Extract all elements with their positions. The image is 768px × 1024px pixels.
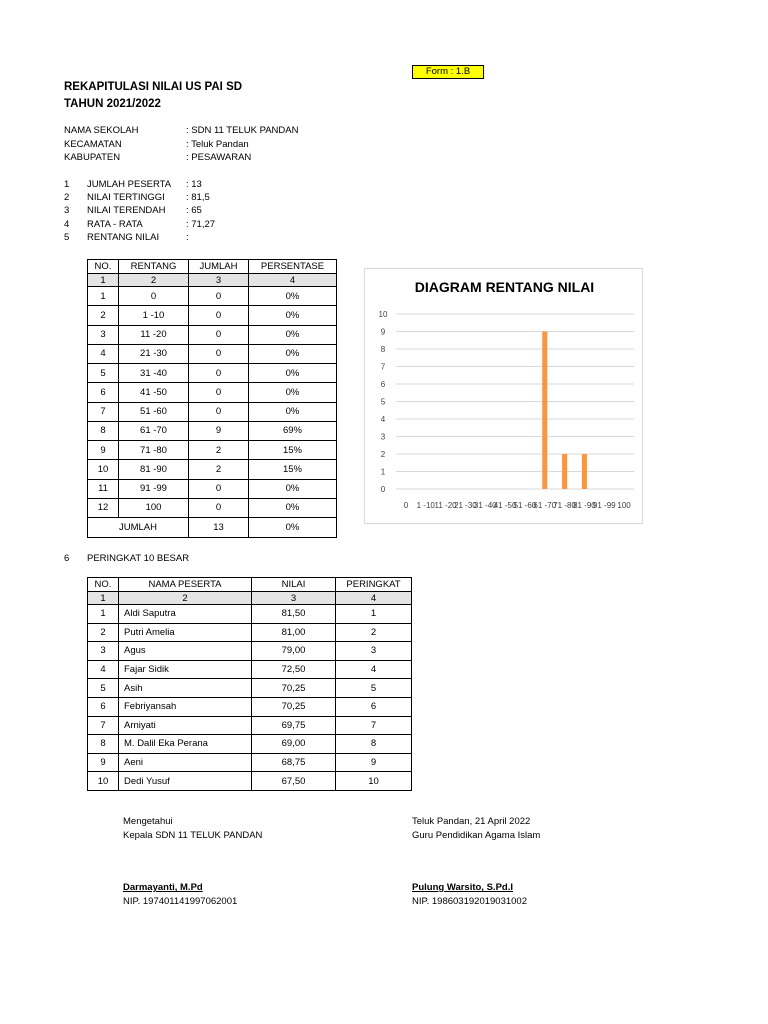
range-percent: 0%: [249, 383, 337, 402]
section-title: PERINGKAT 10 BESAR: [87, 553, 190, 564]
participant-rank: 6: [336, 697, 412, 716]
ranking-no: 10: [88, 772, 119, 791]
header-score: NILAI: [252, 578, 336, 592]
y-tick-label: 5: [380, 397, 386, 407]
left-sign-name: Darmayanti, M.Pd: [123, 882, 203, 893]
range-percent: 15%: [249, 460, 337, 479]
participant-score: 67,50: [252, 772, 336, 791]
ranking-row: [88, 753, 412, 772]
ranking-no: 8: [88, 735, 119, 754]
participant-score: 70,25: [252, 679, 336, 698]
table-header-row: [88, 578, 412, 592]
y-tick-label: 4: [380, 415, 386, 424]
range-no: 3: [88, 325, 119, 344]
header-count: JUMLAH: [189, 260, 249, 274]
range-value: 0: [119, 287, 189, 306]
range-percent: 0%: [249, 306, 337, 325]
x-tick-label: 21 -30: [454, 501, 477, 510]
range-no: 4: [88, 344, 119, 363]
y-tick-label: 0: [380, 485, 386, 494]
range-count: 0: [189, 287, 249, 306]
range-percent: 15%: [249, 441, 337, 460]
range-count: 0: [189, 479, 249, 498]
index-cell: 3: [189, 274, 249, 287]
range-row: [88, 287, 337, 306]
range-row: [88, 383, 337, 402]
range-percent: 0%: [249, 287, 337, 306]
range-row: [88, 498, 337, 517]
ranking-row: [88, 642, 412, 661]
range-count: 2: [189, 460, 249, 479]
header-no: NO.: [88, 578, 119, 592]
range-row: [88, 364, 337, 383]
participant-name: Arniyati: [119, 716, 252, 735]
summary-no: 2: [64, 192, 70, 203]
y-tick-label: 3: [380, 432, 386, 442]
summary-value: : 65: [186, 205, 202, 216]
ranking-no: 3: [88, 642, 119, 661]
range-percent: 0%: [249, 364, 337, 383]
range-value: 21 -30: [119, 344, 189, 363]
ranking-no: 7: [88, 716, 119, 735]
header-name: NAMA PESERTA: [119, 578, 252, 592]
y-tick-label: 9: [380, 327, 386, 337]
x-tick-label: 31 -40: [473, 501, 497, 510]
chart-title: DIAGRAM RENTANG NILAI: [414, 279, 595, 295]
report-year: TAHUN 2021/2022: [64, 98, 161, 110]
range-value: 41 -50: [119, 383, 189, 402]
ranking-no: 6: [88, 697, 119, 716]
range-value: 100: [119, 498, 189, 517]
participant-score: 79,00: [252, 642, 336, 661]
range-value: 91 -99: [119, 479, 189, 498]
participant-rank: 4: [336, 660, 412, 679]
range-row: [88, 479, 337, 498]
right-sign-name: Pulung Warsito, S.Pd.I: [412, 882, 513, 893]
table-header-row: [88, 260, 337, 274]
range-no: 12: [88, 498, 119, 517]
range-row: [88, 344, 337, 363]
ranking-row: [88, 605, 412, 624]
range-count: 0: [189, 325, 249, 344]
ranking-no: 2: [88, 623, 119, 642]
participant-rank: 5: [336, 679, 412, 698]
range-row: [88, 441, 337, 460]
range-value: 61 -70: [119, 421, 189, 440]
range-percent: 0%: [249, 325, 337, 344]
participant-name: Aeni: [119, 753, 252, 772]
range-value: 81 -90: [119, 460, 189, 479]
x-tick-label: 0: [403, 501, 409, 510]
range-value: 11 -20: [119, 325, 189, 344]
participant-name: Febriyansah: [119, 697, 252, 716]
participant-name: Fajar Sidik: [119, 660, 252, 679]
ranking-table: [87, 577, 412, 791]
participant-name: Aldi Saputra: [119, 605, 252, 624]
index-cell: 1: [88, 274, 119, 287]
school-name-label: NAMA SEKOLAH: [64, 125, 139, 136]
participant-rank: 3: [336, 642, 412, 661]
summary-no: 3: [64, 205, 70, 216]
left-sign-line1: Mengetahui: [123, 816, 173, 827]
y-tick-label: 6: [380, 380, 386, 389]
range-count: 0: [189, 383, 249, 402]
bar-61-70: [542, 332, 547, 490]
range-value: 1 -10: [119, 306, 189, 325]
range-chart-svg: [365, 269, 644, 525]
ranking-no: 1: [88, 605, 119, 624]
range-no: 2: [88, 306, 119, 325]
summary-value: : 71,27: [186, 219, 216, 230]
ranking-row: [88, 716, 412, 735]
regency-label: KABUPATEN: [64, 152, 121, 163]
ranking-row: [88, 623, 412, 642]
range-row: [88, 421, 337, 440]
summary-value: : 81,5: [186, 192, 210, 203]
participant-rank: 2: [336, 623, 412, 642]
summary-label: NILAI TERENDAH: [87, 205, 166, 216]
range-no: 8: [88, 421, 119, 440]
ranking-row: [88, 772, 412, 791]
header-rank: PERINGKAT: [336, 578, 412, 592]
district-label: KECAMATAN: [64, 139, 122, 150]
range-percent: 0%: [249, 402, 337, 421]
x-tick-label: 41 -50: [493, 501, 517, 510]
range-count: 0: [189, 344, 249, 363]
range-value: 71 -80: [119, 441, 189, 460]
range-percent: 0%: [249, 479, 337, 498]
range-row: [88, 460, 337, 479]
range-count: 9: [189, 421, 249, 440]
range-value: 31 -40: [119, 364, 189, 383]
range-row: [88, 306, 337, 325]
right-sign-position: Guru Pendidikan Agama Islam: [412, 830, 541, 841]
school-name-value: : SDN 11 TELUK PANDAN: [186, 125, 299, 136]
index-cell: 4: [249, 274, 337, 287]
x-tick-label: 81 -90: [573, 501, 596, 510]
y-tick-label: 7: [380, 362, 386, 372]
ranking-no: 5: [88, 679, 119, 698]
range-no: 7: [88, 402, 119, 421]
summary-no: 1: [64, 179, 70, 190]
x-tick-label: 61 -70: [533, 501, 557, 510]
y-tick-label: 8: [380, 345, 386, 354]
range-chart: [364, 268, 643, 524]
summary-label: JUMLAH PESERTA: [87, 179, 172, 190]
range-count: 0: [189, 498, 249, 517]
participant-score: 81,00: [252, 623, 336, 642]
table-index-row: [88, 592, 412, 605]
index-cell: 1: [88, 592, 119, 605]
range-percent: 69%: [249, 421, 337, 440]
total-percent: 0%: [249, 518, 337, 538]
total-count: 13: [189, 518, 249, 538]
ranking-row: [88, 697, 412, 716]
left-sign-position: Kepala SDN 11 TELUK PANDAN: [123, 830, 263, 841]
header-range: RENTANG: [119, 260, 189, 274]
ranking-row: [88, 679, 412, 698]
x-tick-label: 51 -60: [513, 501, 537, 510]
participant-score: 70,25: [252, 697, 336, 716]
participant-name: M. Dalil Eka Perana: [119, 735, 252, 754]
summary-value: : 13: [186, 179, 202, 190]
summary-no: 4: [64, 219, 70, 230]
y-tick-label: 10: [378, 310, 388, 319]
y-tick-label: 1: [380, 467, 386, 477]
y-tick-label: 2: [380, 450, 386, 459]
participant-score: 69,00: [252, 735, 336, 754]
range-no: 10: [88, 460, 119, 479]
index-cell: 2: [119, 274, 189, 287]
ranking-row: [88, 735, 412, 754]
score-range-table: [87, 259, 337, 538]
participant-name: Agus: [119, 642, 252, 661]
range-percent: 0%: [249, 344, 337, 363]
participant-rank: 7: [336, 716, 412, 735]
participant-score: 69,75: [252, 716, 336, 735]
range-no: 6: [88, 383, 119, 402]
participant-rank: 1: [336, 605, 412, 624]
bar-81-90: [582, 454, 587, 489]
total-label: JUMLAH: [88, 518, 189, 538]
summary-label: RATA - RATA: [87, 219, 143, 230]
participant-score: 72,50: [252, 660, 336, 679]
index-cell: 3: [252, 592, 336, 605]
header-no: NO.: [88, 260, 119, 274]
ranking-row: [88, 660, 412, 679]
range-no: 9: [88, 441, 119, 460]
right-sign-place-date: Teluk Pandan, 21 April 2022: [412, 816, 531, 827]
index-cell: 4: [336, 592, 412, 605]
bar-71-80: [562, 454, 567, 489]
range-count: 0: [189, 364, 249, 383]
range-no: 1: [88, 287, 119, 306]
ranking-no: 4: [88, 660, 119, 679]
ranking-no: 9: [88, 753, 119, 772]
participant-name: Asih: [119, 679, 252, 698]
total-row: [88, 518, 337, 538]
header-percent: PERSENTASE: [249, 260, 337, 274]
regency-value: : PESAWARAN: [186, 152, 252, 163]
table-index-row: [88, 274, 337, 287]
participant-name: Putri Amelia: [119, 623, 252, 642]
x-tick-label: 91 -99: [592, 501, 616, 510]
participant-rank: 9: [336, 753, 412, 772]
report-title: REKAPITULASI NILAI US PAI SD: [64, 81, 243, 93]
x-tick-label: 71 -80: [553, 501, 576, 510]
participant-rank: 10: [336, 772, 412, 791]
index-cell: 2: [119, 592, 252, 605]
range-count: 2: [189, 441, 249, 460]
summary-label: RENTANG NILAI: [87, 232, 160, 243]
participant-name: Dedi Yusuf: [119, 772, 252, 791]
form-label: Form : 1.B: [412, 65, 484, 79]
range-no: 5: [88, 364, 119, 383]
range-percent: 0%: [249, 498, 337, 517]
district-value: : Teluk Pandan: [186, 139, 249, 150]
section-number: 6: [64, 553, 70, 564]
x-tick-label: 1 -10: [416, 501, 435, 510]
range-row: [88, 325, 337, 344]
x-tick-label: 100: [617, 501, 631, 510]
range-row: [88, 402, 337, 421]
participant-rank: 8: [336, 735, 412, 754]
x-tick-label: 11 -20: [434, 501, 457, 510]
range-count: 0: [189, 306, 249, 325]
right-sign-nip: NIP. 198603192019031002: [412, 896, 527, 907]
range-value: 51 -60: [119, 402, 189, 421]
range-no: 11: [88, 479, 119, 498]
left-sign-nip: NIP. 197401141997062001: [123, 896, 238, 907]
participant-score: 68,75: [252, 753, 336, 772]
summary-value: :: [186, 232, 189, 243]
participant-score: 81,50: [252, 605, 336, 624]
summary-no: 5: [64, 232, 70, 243]
range-count: 0: [189, 402, 249, 421]
summary-label: NILAI TERTINGGI: [87, 192, 165, 203]
